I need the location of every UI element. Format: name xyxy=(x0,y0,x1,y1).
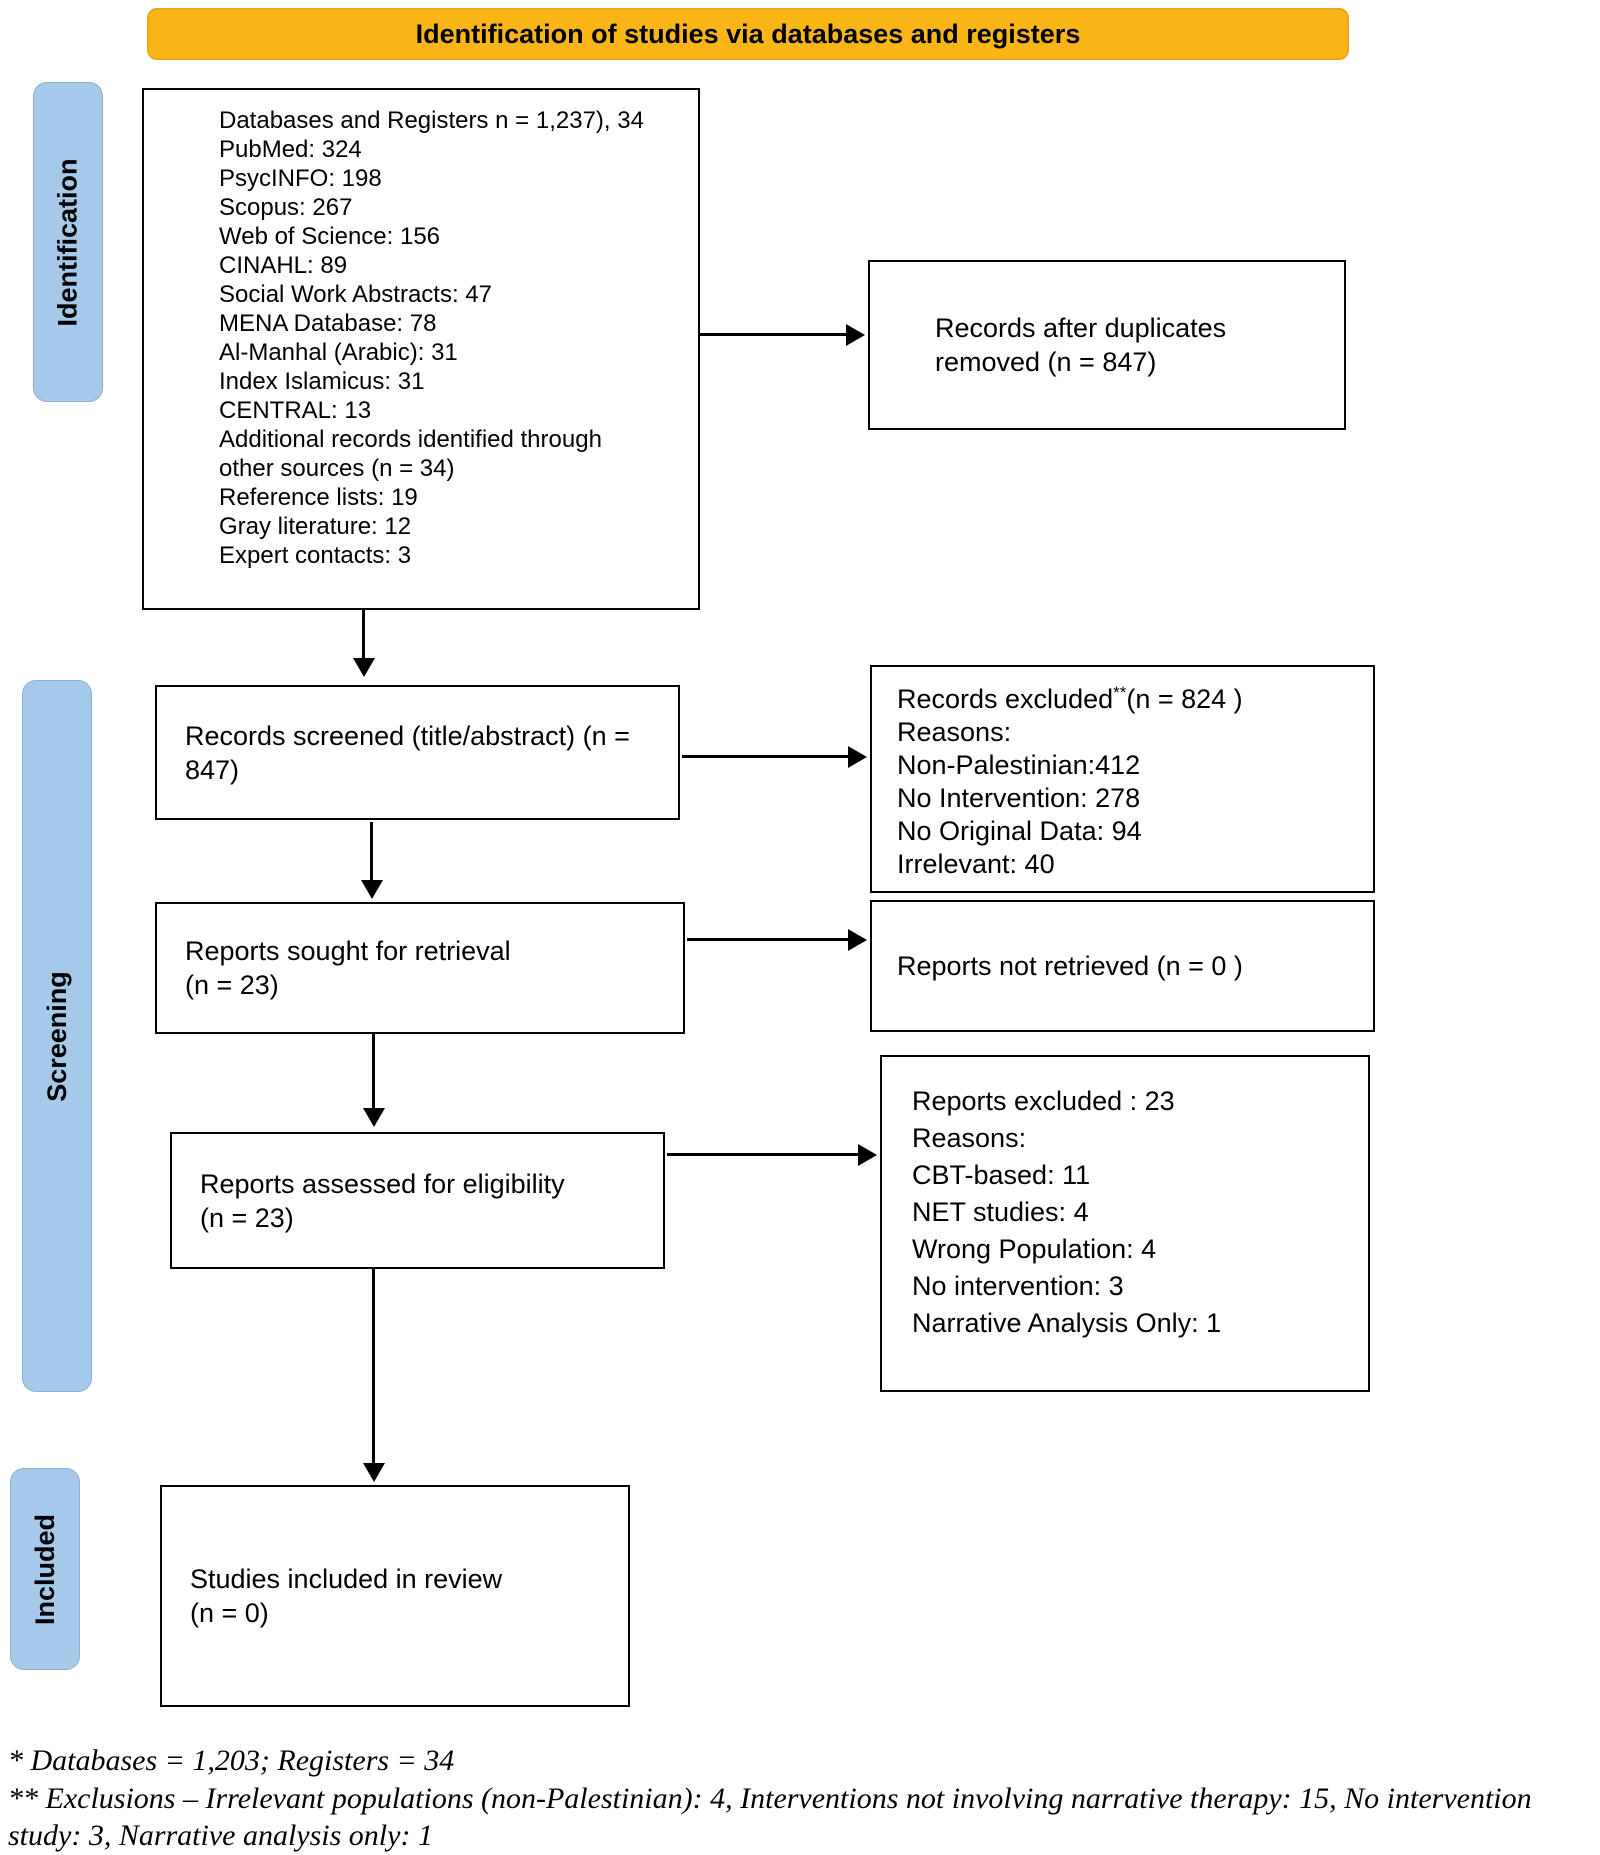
stage-label-identification-text: Identification xyxy=(52,158,83,326)
arrow-sought-to-not-retrieved xyxy=(687,938,850,941)
text-line: Non-Palestinian:412 xyxy=(897,750,1141,780)
text-line: Reasons: xyxy=(897,717,1012,747)
text-line: Reports assessed for eligibility xyxy=(200,1168,565,1199)
text-line: Records after duplicates xyxy=(935,313,1227,343)
arrow-assessed-to-reports-excluded xyxy=(667,1153,860,1156)
text-line: Reports excluded : 23 xyxy=(912,1086,1175,1116)
records-excluded-title xyxy=(897,683,1361,716)
box-records-excluded xyxy=(870,665,1375,893)
text-line: Reference lists: 19 xyxy=(219,484,418,511)
text-line: PsycINFO: 198 xyxy=(219,165,382,192)
text-line: No Intervention: 278 xyxy=(897,783,1141,813)
text-line: (n = 23) xyxy=(200,1202,294,1233)
box-duplicates-removed xyxy=(868,260,1346,430)
text-line: Databases and Registers n = 1,237), 34 xyxy=(219,107,644,134)
box-reports-assessed xyxy=(170,1132,665,1269)
box-reports-excluded xyxy=(880,1055,1370,1392)
text-line: PubMed: 324 xyxy=(219,136,362,163)
box-identification-sources xyxy=(142,88,700,610)
records-excluded-title-superscript: ** xyxy=(1113,683,1127,702)
records-excluded-title-suffix: (n = 824 ) xyxy=(1126,684,1243,714)
arrow-sources-to-duplicates xyxy=(700,333,848,336)
records-excluded-reasons xyxy=(897,716,1361,881)
text-line: Web of Science: 156 xyxy=(219,223,441,250)
text-line: No intervention: 3 xyxy=(912,1271,1124,1301)
text-line: Reasons: xyxy=(912,1123,1027,1153)
text-line: (n = 0) xyxy=(190,1598,269,1628)
text-line: Studies included in review xyxy=(190,1564,503,1594)
text-line: Index Islamicus: 31 xyxy=(219,368,425,395)
footnote-databases: * Databases = 1,203; Registers = 34 xyxy=(8,1744,455,1777)
stage-label-included-text: Included xyxy=(29,1513,60,1625)
box-reports-sought xyxy=(155,902,685,1034)
box-studies-included xyxy=(160,1485,630,1707)
banner-title: Identification of studies via databases and registers xyxy=(415,18,1081,49)
text-line: NET studies: 4 xyxy=(912,1197,1089,1227)
text-line: No Original Data: 94 xyxy=(897,816,1142,846)
banner xyxy=(147,8,1349,60)
records-excluded-title-prefix: Records excluded xyxy=(897,684,1114,714)
text-line: Reports not retrieved (n = 0 ) xyxy=(897,951,1243,981)
stage-label-screening-text: Screening xyxy=(41,970,72,1102)
text-line: CBT-based: 11 xyxy=(912,1160,1091,1190)
text-line: CINAHL: 89 xyxy=(219,252,348,279)
text-line: other sources (n = 34) xyxy=(219,455,455,482)
stage-label-identification xyxy=(33,82,103,402)
stage-label-included xyxy=(10,1468,80,1670)
text-line: Irrelevant: 40 xyxy=(897,849,1055,879)
text-line: MENA Database: 78 xyxy=(219,310,437,337)
arrow-sought-to-assessed xyxy=(372,1034,375,1110)
text-line: 847) xyxy=(185,754,240,785)
text-line: removed (n = 847) xyxy=(935,347,1157,377)
text-line: Scopus: 267 xyxy=(219,194,353,221)
arrow-sources-to-screened xyxy=(362,610,365,660)
arrow-assessed-to-included xyxy=(372,1269,375,1465)
text-line: Wrong Population: 4 xyxy=(912,1234,1157,1264)
text-line: Gray literature: 12 xyxy=(219,513,412,540)
text-line: Records screened (title/abstract) (n = xyxy=(185,720,630,751)
text-line: Additional records identified through xyxy=(219,426,602,453)
text-line: (n = 23) xyxy=(185,970,279,1000)
arrow-screened-to-excluded xyxy=(682,755,850,758)
text-line: Reports sought for retrieval xyxy=(185,936,511,966)
text-line: Al-Manhal (Arabic): 31 xyxy=(219,339,458,366)
arrow-screened-to-sought xyxy=(370,822,373,882)
footnote-exclusions: ** Exclusions – Irrelevant populations (non-Palestinian): 4, Interventions not involving narrative therapy: 15, No intervention study: 3, Narrative analysis only: 1 xyxy=(8,1781,1532,1852)
box-reports-not-retrieved xyxy=(870,900,1375,1032)
box-records-screened xyxy=(155,685,680,820)
text-line: Social Work Abstracts: 47 xyxy=(219,281,492,308)
text-line: Expert contacts: 3 xyxy=(219,542,412,569)
text-line: Narrative Analysis Only: 1 xyxy=(912,1308,1222,1338)
stage-label-screening xyxy=(22,680,92,1392)
text-line: CENTRAL: 13 xyxy=(219,397,372,424)
